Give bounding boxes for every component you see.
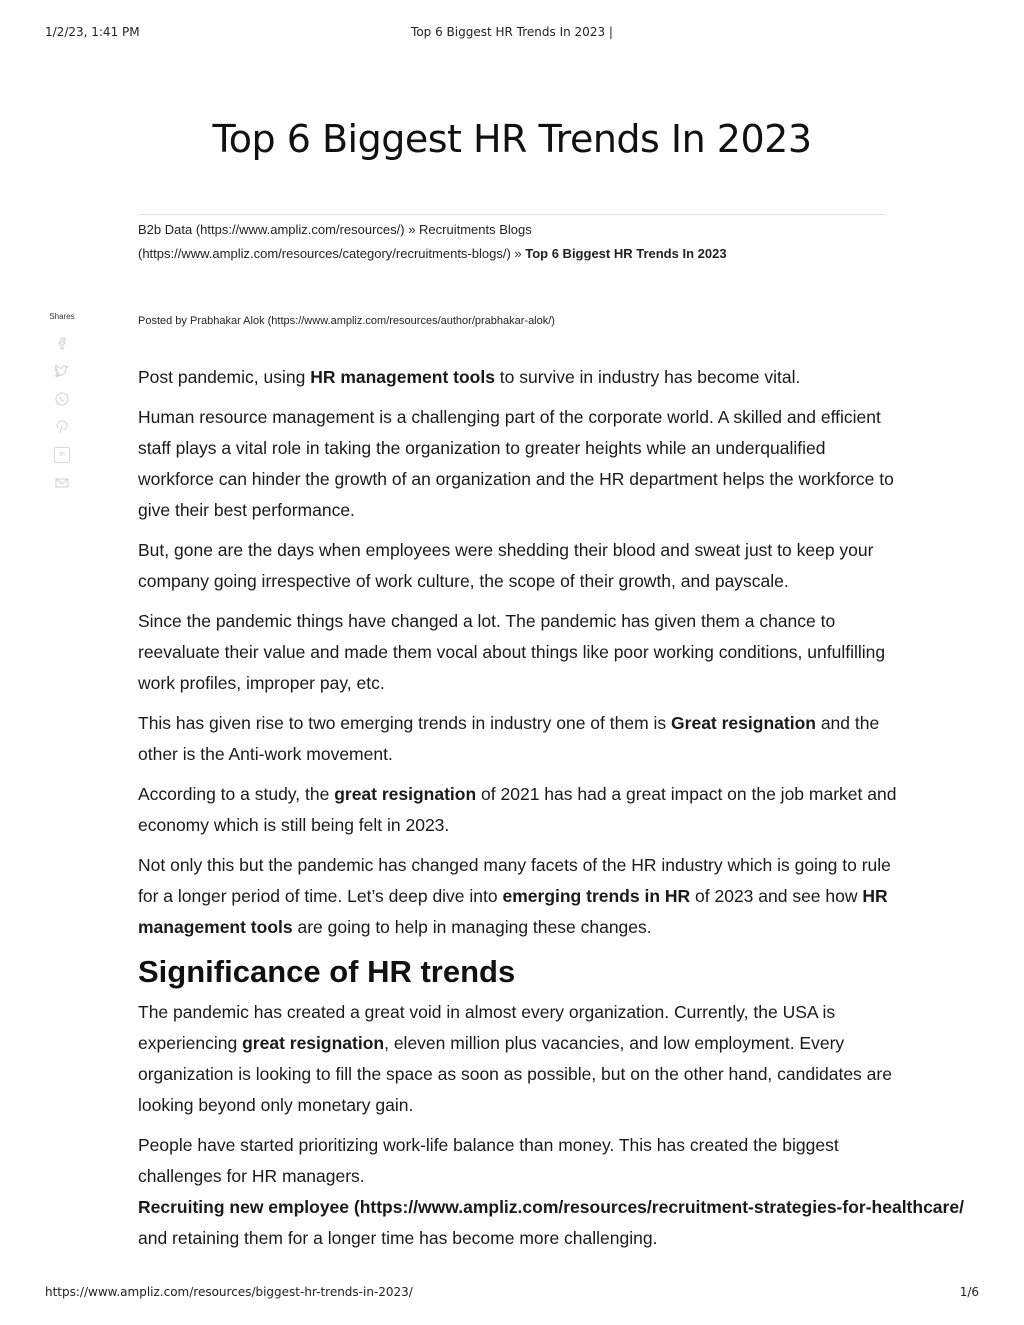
paragraph: Post pandemic, using HR management tools to survive in industry has become vital. bbox=[138, 367, 801, 387]
section-heading: Significance of HR trends bbox=[138, 954, 516, 989]
print-footer bbox=[0, 1285, 1024, 1301]
bold-term: HR management tools bbox=[310, 367, 495, 387]
article-body bbox=[138, 362, 964, 1263]
paragraph: The pandemic has created a great void in almost every organization. Currently, the USA is experiencing great resignation, eleven million plus vacancies, and low employment. Every organization is looking to fill the space as soon as possible, but on the other hand, candidates are looking beyond only monetary gain. bbox=[138, 1002, 892, 1115]
print-header bbox=[0, 25, 1024, 41]
bold-term: great resignation bbox=[242, 1033, 385, 1053]
print-url: https://www.ampliz.com/resources/biggest-hr-trends-in-2023/ bbox=[45, 1285, 413, 1299]
recruiting-link[interactable]: Recruiting new employee (https://www.ampliz.com/resources/recruitment-strategies-for-healthcare/ bbox=[138, 1197, 964, 1217]
facebook-icon[interactable] bbox=[54, 335, 70, 351]
paragraph: Not only this but the pandemic has changed many facets of the HR industry which is going to rule for a longer period of time. Let’s deep dive into emerging trends in HR of 2023 and see how HR management tools are going to help in managing these changes. bbox=[138, 855, 891, 937]
print-page-title: Top 6 Biggest HR Trends In 2023 | bbox=[411, 25, 613, 39]
share-bar bbox=[40, 312, 84, 503]
shares-label: Shares bbox=[49, 312, 75, 321]
paragraph: According to a study, the great resignation of 2021 has had a great impact on the job market and economy which is still being felt in 2023. bbox=[138, 784, 897, 835]
breadcrumb-line-1[interactable]: B2b Data (https://www.ampliz.com/resources/) » Recruitments Blogs bbox=[138, 222, 532, 237]
twitter-icon[interactable] bbox=[54, 363, 70, 379]
divider bbox=[138, 214, 886, 215]
paragraph: Human resource management is a challenging part of the corporate world. A skilled and efficient staff plays a vital role in taking the organization to greater heights while an underqualified workforce can hinder the growth of an organization and the HR department helps the workforce to give their best performance. bbox=[138, 407, 894, 520]
bold-term: Great resignation bbox=[671, 713, 816, 733]
bold-term: emerging trends in HR bbox=[502, 886, 691, 906]
paragraph: People have started prioritizing work-life balance than money. This has created the biggest challenges for HR managers. Recruiting new employee (https://www.ampliz.com/resources/recruitment-strategies-for-healthcare/ and retaining them for a longer time has become more challenging. bbox=[138, 1130, 898, 1254]
paragraph: Since the pandemic things have changed a lot. The pandemic has given them a chance to reevaluate their value and made them vocal about things like poor working conditions, unfulfilling work profiles, improper pay, etc. bbox=[138, 611, 886, 693]
whatsapp-icon[interactable] bbox=[54, 391, 70, 407]
breadcrumb bbox=[138, 218, 898, 266]
breadcrumb-category-link[interactable]: (https://www.ampliz.com/resources/category/recruitments-blogs/) » bbox=[138, 246, 526, 261]
page-number: 1/6 bbox=[959, 1285, 979, 1299]
print-date: 1/2/23, 1:41 PM bbox=[45, 25, 140, 39]
paragraph: This has given rise to two emerging trends in industry one of them is Great resignation and the other is the Anti-work movement. bbox=[138, 713, 880, 764]
page-title: Top 6 Biggest HR Trends In 2023 bbox=[212, 117, 812, 161]
breadcrumb-line-2 bbox=[138, 242, 898, 266]
pinterest-icon[interactable] bbox=[54, 419, 70, 435]
email-icon[interactable] bbox=[54, 475, 70, 491]
byline[interactable]: Posted by Prabhakar Alok (https://www.ampliz.com/resources/author/prabhakar-alok/) bbox=[138, 315, 555, 327]
bold-term: great resignation bbox=[334, 784, 477, 804]
bold-term: HR management tools bbox=[138, 886, 888, 937]
paragraph: But, gone are the days when employees were shedding their blood and sweat just to keep your company going irrespective of work culture, the scope of their growth, and payscale. bbox=[138, 540, 874, 591]
breadcrumb-current: Top 6 Biggest HR Trends In 2023 bbox=[525, 246, 727, 261]
linkedin-icon[interactable]: in bbox=[54, 447, 70, 463]
